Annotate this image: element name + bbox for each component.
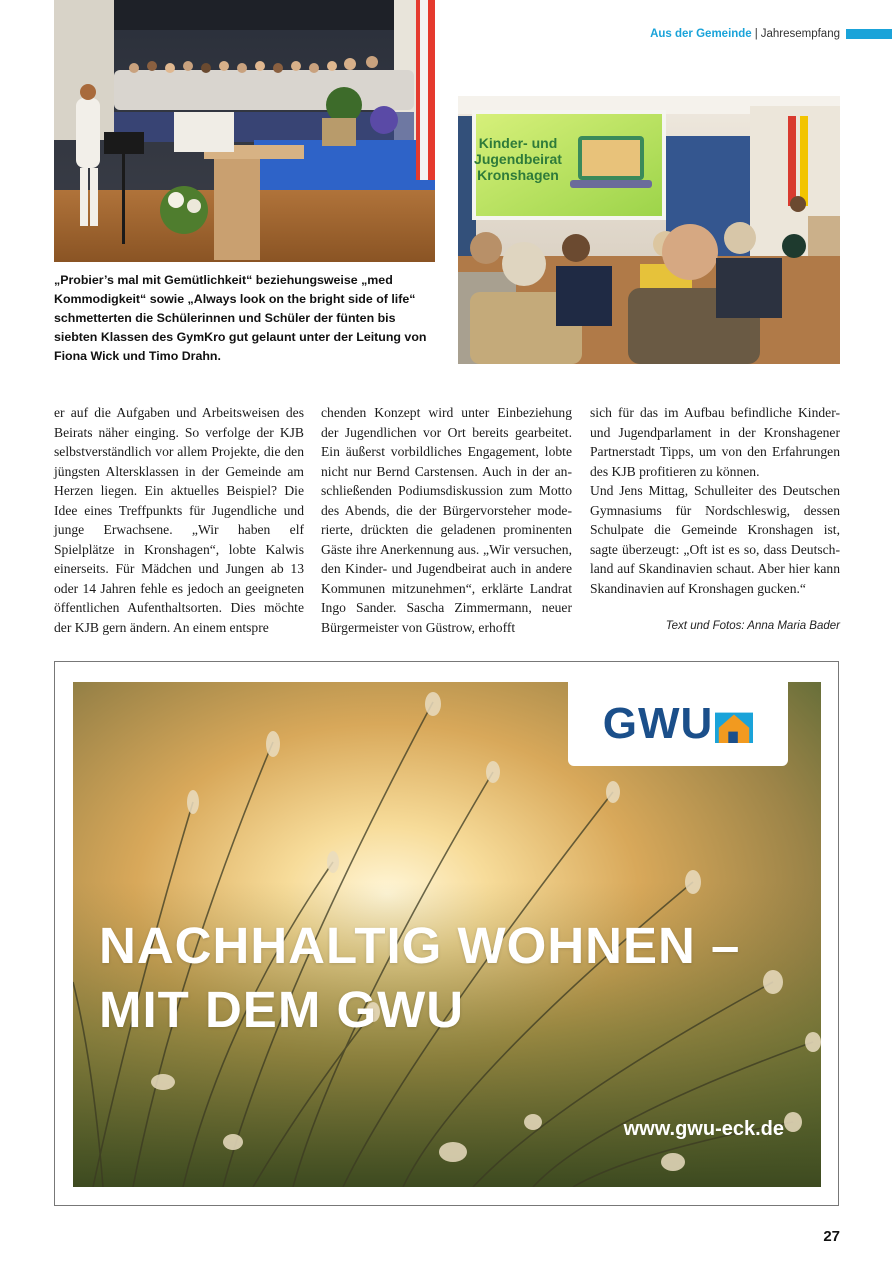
screen-title-2: Jugendbeirat xyxy=(474,151,562,167)
article-column-2 xyxy=(321,403,572,637)
header-accent-bar xyxy=(846,29,892,39)
page-number: 27 xyxy=(823,1228,840,1245)
ad-headline xyxy=(99,914,740,1042)
ad-website-link[interactable]: www.gwu-eck.de xyxy=(623,1118,784,1140)
screen-title-1: Kinder- und xyxy=(478,135,558,151)
ad-headline-line-2: MIT DEM GWU xyxy=(99,981,465,1038)
header-topic: Jahresempfang xyxy=(760,28,840,40)
article-column-1 xyxy=(54,403,304,637)
running-header xyxy=(650,26,892,42)
screen-title-3: Kronshagen xyxy=(477,167,559,183)
article-column-3-paragraph-2: Und Jens Mittag, Schulleiter des Deutschen Gymnasiums für Nordschleswig, dessen Schulpate die Gemeinde Kronshagen ist, sagte überzeugt: „Oft ist es so, dass Deutschland auf Skandinavien schaut. Aber hier kann Skandinavien auf Kronshagen gucken.“ xyxy=(590,483,840,596)
choir-photo xyxy=(54,0,435,262)
gwu-logo-text: GWU xyxy=(602,699,714,748)
gwu-advertisement[interactable] xyxy=(54,661,839,1206)
house-icon xyxy=(715,705,753,743)
article-column-3 xyxy=(590,403,840,598)
article-column-2-text: chenden Konzept wird unter Einbeziehung der Jugendlichen vor Ort bereits gearbeitet. Ein äußerst vorbildliches Engagement, lobte nicht nur Bernd Carstensen. Auch in der anschließenden Podiumsdiskussion zum Motto des Abends, die der Bürgervorsteher moderierte, drückten die geladenen prominenten Gäste ihre Anerkennung aus. „Wir versuchen, den Kinder- und Jugendbeirat auch in andere Kommunen mitzunehmen“, erklärte Landrat Ingo Sander. Sascha Zimmermann, neuer Bürgermeister von Güstrow, erhofft xyxy=(321,405,572,635)
presentation-photo xyxy=(458,96,840,364)
article-column-3-paragraph-1: sich für das im Aufbau befindliche Kinder- und Jugendparlament in der Kronshagener Partnerstadt Tipps, um von den Erfahrungen des KJB profitieren zu können. xyxy=(590,405,840,479)
gwu-logo xyxy=(568,682,788,766)
header-section: Aus der Gemeinde xyxy=(650,28,752,40)
header-separator: | xyxy=(754,28,758,40)
ad-headline-line-1: NACHHALTIG WOHNEN – xyxy=(99,917,741,974)
photo-caption: „Probier’s mal mit Gemütlichkeit“ beziehungsweise „med Kommodigkeit“ sowie „Always look on the bright side of life“ schmetterten die Schülerinnen und Schüler der fünten bis siebten Klassen des GymKro gut gelaunt unter der Leitung von Fiona Wick und Timo Drahn. xyxy=(54,273,427,363)
photo-credit: Text und Fotos: Anna Maria Bader xyxy=(665,620,840,632)
article-column-1-text: er auf die Aufgaben und Arbeitsweisen des Beirats näher einging. So verfolge der KJB selbstverständlich vor allem Projekte, die den jüngsten Altersklassen in der Gemeinde am Herzen liegen. Ein aktuelles Beispiel? Die Idee eines Treffpunkts für Jugendliche und junge Erwachsene. „Wir haben elf Spielplätze in Kronshagen“, lobte Kalwis einerseits. Für Mädchen und Jungen ab 13 oder 14 Jahren fehle es jedoch an geeigneten öffentlichen Aufenthaltsorten. Dies möchte der KJB gern ändern. An einem entspre xyxy=(54,405,304,635)
